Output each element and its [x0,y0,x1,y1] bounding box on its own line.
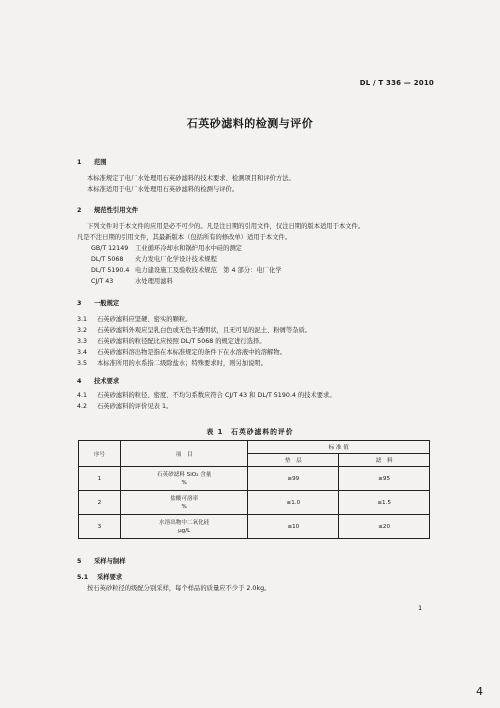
section-heading [77,298,435,309]
cell-filter-value: ≤20 [339,515,430,539]
reference-item [91,243,435,254]
clause-number: 3.1 [77,316,88,323]
cell-seq: 3 [79,515,121,539]
subsection-number: 5.1 [77,574,89,581]
cell-seq: 2 [79,491,121,515]
clause-text: 石英砂滤料的评价见表 1。 [97,403,173,410]
section-normative-references [77,205,435,287]
section-technical-requirements-clauses [77,390,435,412]
paragraph: 按石英砂粒径的级配分别采样，每个样品的质量应不少于 2.0kg。 [87,585,271,592]
reference-name: 火力发电厂化学设计技术规程 [135,256,217,263]
cell-seq: 1 [79,467,121,491]
clause [77,314,435,325]
item-unit: % [181,503,187,510]
item-unit: % [181,479,187,486]
table-row [79,515,430,539]
section-scope [77,157,435,195]
cell-item [120,491,248,515]
section-number: 4 [77,378,82,385]
table-caption: 表 1 石英砂滤料的评价 [206,428,294,436]
section-number: 5 [77,558,82,565]
clause-text: 石英砂滤料的粒径配比应按照 DL/T 5068 的规定进行选择。 [97,338,266,345]
clause-text: 石英砂滤料溶出物是指在本标准规定的条件下在水溶液中的溶解物。 [97,349,286,356]
section-number: 2 [77,207,82,214]
table-row [79,467,430,491]
header-standard-value: 标 准 值 [248,441,430,454]
clause [77,358,435,369]
reference-name: 电力建设施工及验收技术规范 第 4 部分：电厂化学 [135,267,282,274]
reference-code: CJ/T 43 [91,278,114,285]
section-title: 采样与制样 [94,558,126,565]
reference-name: 水处理用滤料 [135,278,173,285]
paragraph-continuation: 凡是不注日期的引用文件，其最新版本（包括所有的修改单）适用于本文件。 [77,234,292,241]
cell-item [120,515,248,539]
cell-bedding-value: ≤1.0 [248,491,339,515]
header-filter-media: 滤 料 [339,454,430,467]
reference-item [91,276,435,287]
reference-item [91,265,435,276]
clause-number: 4.1 [77,392,88,399]
reference-code: DL/T 5190.4 [91,267,130,274]
clause [77,336,435,347]
item-name: 水溶出物中二氧化硅 [159,519,210,526]
section-title: 技术要求 [94,378,120,385]
section-heading [77,157,435,168]
reference-code: DL/T 5068 [91,256,124,263]
section-general-provisions [77,298,435,369]
table-header-row [79,441,430,454]
section-sampling [77,556,435,594]
clause [77,325,435,336]
clause [77,347,435,358]
section-number: 3 [77,300,82,307]
clause-number: 4.2 [77,403,88,410]
evaluation-table [78,440,430,539]
clause-text: 本标准所用的水系指二级除盐水；特殊要求时，则另加说明。 [97,360,268,367]
paragraph: 本标准规定了电厂水处理用石英砂滤料的技术要求、检测项目和评价方法。 [87,175,295,182]
section-title: 一般规定 [94,300,120,307]
paragraph: 下列文件对于本文件的应用是必不可少的。凡是注日期的引用文件，仅注日期的版本适用于本文件。 [87,223,365,230]
section-heading [77,376,435,387]
paragraph: 本标准适用于电厂水处理用石英砂滤料的检测与评价。 [87,186,239,193]
cell-item [120,467,248,491]
reference-name: 工业循环冷却水和锅炉用水中硅的测定 [135,245,243,252]
document-title: 石英砂滤料的检测与评价 [186,117,314,130]
section-number: 1 [77,159,82,166]
section-heading [77,556,435,567]
item-name: 石英砂滤料 SiO₂ 含量 [156,471,212,478]
clause-number: 3.3 [77,338,88,345]
clause-text: 石英砂滤料的粒径、密度、不均匀系数应符合 CJ/T 43 和 DL/T 5190.4 的技术要求。 [97,392,336,399]
clause-number: 3.5 [77,360,88,367]
header-bedding-layer: 垫 层 [248,454,339,467]
clause [77,390,435,401]
item-name: 盐酸可溶率 [170,495,199,502]
clause-number: 3.4 [77,349,88,356]
cell-bedding-value: ≤10 [248,515,339,539]
cell-filter-value: ≤1.5 [339,491,430,515]
reference-code: GB/T 12149 [91,245,129,252]
subsection-heading [77,572,435,583]
item-unit: μg/L [178,527,191,534]
page-number: 1 [418,604,423,612]
section-heading [77,205,435,216]
section-title: 规范性引用文件 [94,207,139,214]
header-item: 项 目 [120,441,248,467]
clause [77,401,435,412]
clause-text: 石英砂滤料外观应呈乳白色或无色半透明状，且无可见的泥土、粉屑等杂质。 [97,327,312,334]
cell-filter-value: ≥95 [339,467,430,491]
clause-number: 3.2 [77,327,88,334]
clause-text: 石英砂滤料应坚硬、密实的颗粒。 [97,316,192,323]
header-seq: 序号 [79,441,121,467]
reference-item [91,254,435,265]
sheet-number: 4 [476,685,483,698]
cell-bedding-value: ≥99 [248,467,339,491]
subsection-title: 采样要求 [97,574,123,581]
standard-code: DL / T 336 — 2010 [359,79,434,87]
table-row [79,491,430,515]
section-title: 范围 [94,159,107,166]
